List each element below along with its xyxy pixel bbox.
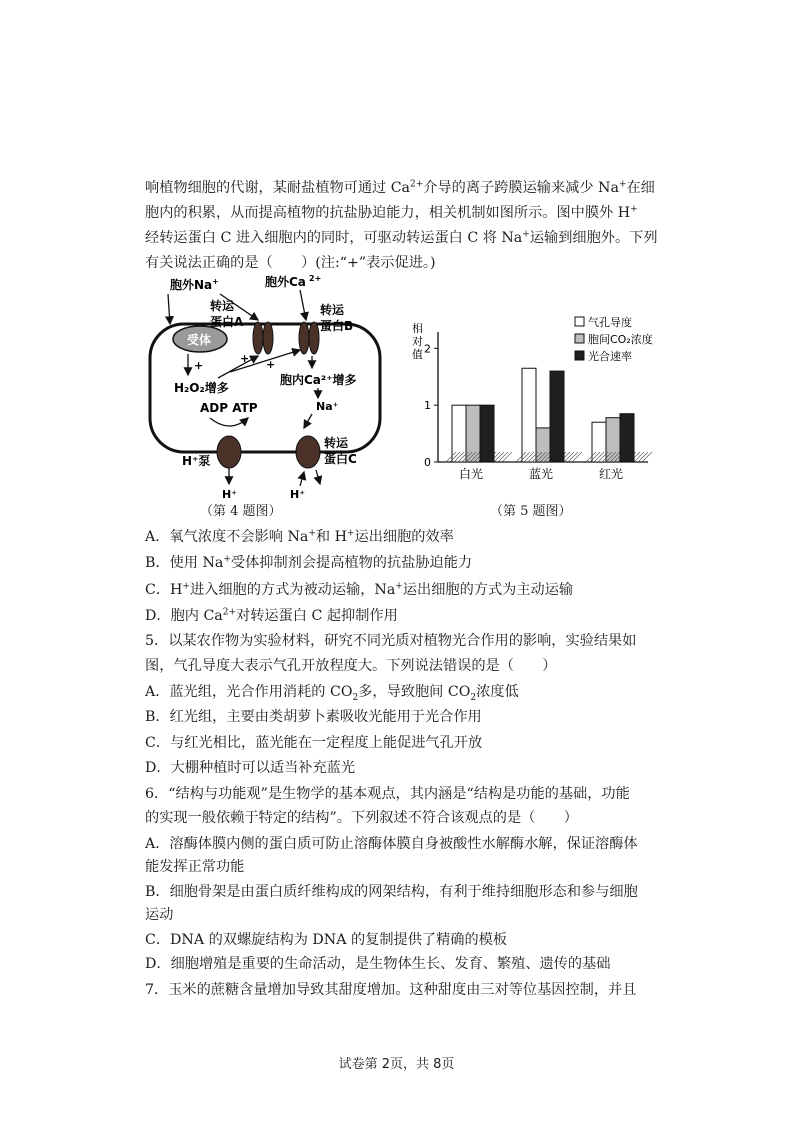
transporter-a-right	[263, 322, 273, 354]
transporter-a-label-1: 转运	[210, 299, 235, 313]
q6-option-b-1: B．细胞骨架是由蛋白质纤维构成的网架结构，有利于维持细胞形态和参与细胞	[145, 884, 638, 900]
y-tick-label: 0	[424, 456, 431, 469]
q6-option-a-2: 能发挥正常功能	[145, 859, 245, 875]
q4-option-b: B．使用 Na+受体抑制剂会提高植物的抗盐胁迫能力	[145, 554, 473, 571]
bar-hatch	[498, 452, 508, 462]
q6-option-a-1: A．溶酶体膜内侧的蛋白质可防止溶酶体膜自身被酸性水解酶水解，保证溶酶体	[145, 836, 638, 852]
legend-label: 胞间CO₂浓度	[588, 333, 653, 346]
transporter-b-label-2: 蛋白B	[320, 319, 354, 333]
q7-stem-1: 7．玉米的蔗糖含量增加导致其甜度增加。这种甜度由三对等位基因控制，并且	[145, 982, 637, 998]
transporter-b-right	[309, 322, 319, 354]
x-tick-label: 红光	[599, 467, 624, 481]
svg-text:2+: 2+	[309, 274, 322, 283]
q4-option-a: A．氧气浓度不会影响 Na+和 H+运出细胞的效率	[145, 528, 454, 545]
intro-line-4: 有关说法正确的是（ ）(注:“+”表示促进。)	[145, 255, 436, 271]
legend-swatch	[575, 334, 584, 343]
bar-hatch	[634, 452, 644, 462]
svg-text:受体: 受体	[187, 333, 212, 347]
legend-label: 气孔导度	[588, 316, 632, 329]
bar	[550, 371, 564, 462]
q4-option-c: C．H+进入细胞的方式为被动运输，Na+运出细胞的方式为主动运输	[145, 581, 574, 598]
adp-atp-label: ADP ATP	[200, 401, 258, 415]
y-axis-label-3: 值	[412, 348, 423, 361]
h-pump-label: H⁺泵	[182, 454, 211, 468]
q4-option-d: D．胞内 $Ca^{2+}$对转运蛋白 C 起抑制作用	[145, 607, 398, 624]
na-in-label: Na⁺	[316, 400, 339, 413]
q5-option-b: B．红光组，主要由类胡萝卜素吸收光能用于光合作用	[145, 709, 482, 725]
bar	[522, 368, 536, 462]
x-tick-label: 蓝光	[529, 467, 554, 481]
q5-stem-2: 图，气孔导度大表示气孔开放程度大。下列说法错误的是（ ）	[145, 658, 557, 674]
bar-hatch	[568, 452, 578, 462]
y-tick-label: 1	[424, 399, 431, 413]
bar	[536, 428, 550, 462]
transporter-c	[296, 436, 320, 468]
h2o2-label: H₂O₂增多	[174, 381, 229, 395]
intro-line-1: 响植物细胞的代谢，某耐盐植物可通过 $Ca^{2+}$介导的离子跨膜运输来减少 Na+在细	[145, 179, 655, 196]
transporter-a-label-2: 蛋白A	[210, 315, 244, 329]
q5-option-a: A．蓝光组，光合作用消耗的 $CO_2$多，导致胞间 $CO_2$浓度低	[145, 684, 519, 703]
transporter-c-label-2: 蛋白C	[324, 452, 357, 466]
h-out-label-2: H⁺	[290, 488, 306, 501]
y-axis-label-2: 对	[412, 335, 423, 348]
q6-option-d: D．细胞增殖是重要的生命活动，是生物体生长、发育、繁殖、遗传的基础	[145, 956, 611, 972]
transporter-b-label-1: 转运	[320, 303, 345, 317]
bar	[466, 405, 480, 462]
figure-4-diagram	[140, 272, 400, 502]
svg-text:+: +	[212, 277, 219, 286]
intro-line-3: 经转运蛋白 C 进入细胞内的同时，可驱动转运蛋白 C 将 Na+运输到细胞外。下列	[145, 229, 658, 246]
bar	[480, 405, 494, 462]
bar-hatch	[572, 452, 582, 462]
intro-line-2: 胞内的积累，从而提高植物的抗盐胁迫能力，相关机制如图所示。图中膜外 H+	[145, 204, 638, 221]
bar-hatch	[638, 452, 648, 462]
h-out-label-1: H⁺	[222, 488, 238, 501]
q6-stem-1: 6．“结构与功能观”是生物学的基本观点，其内涵是“结构是功能的基础，功能	[145, 786, 630, 802]
ca-in-label: 胞内Ca²⁺增多	[280, 373, 357, 387]
svg-text:+: +	[194, 359, 204, 372]
svg-text:+: +	[240, 352, 250, 365]
figure-5-caption: （第 5 题图）	[490, 504, 572, 519]
q5-option-c: C．与红光相比，蓝光能在一定程度上能促进气孔开放	[145, 735, 483, 751]
x-tick-label: 白光	[459, 467, 484, 481]
q6-option-b-2: 运动	[145, 907, 174, 923]
legend-swatch	[575, 351, 584, 360]
q5-option-d: D．大棚种植时可以适当补充蓝光	[145, 760, 356, 776]
legend-label: 光合速率	[588, 350, 632, 363]
ca-out-label: 胞外Ca	[265, 275, 306, 289]
transporter-a-left	[253, 322, 263, 354]
q6-stem-2: 的实现一般依赖于特定的结构”。下列叙述不符合该观点的是（ ）	[145, 810, 578, 826]
transporter-c-label-1: 转运	[324, 436, 349, 450]
q5-stem-1: 5．以某农作物为实验材料，研究不同光质对植物光合作用的影响，实验结果如	[145, 633, 637, 649]
bar	[620, 414, 634, 462]
bar-hatch	[642, 452, 652, 462]
transporter-b-left	[299, 322, 309, 354]
h-pump	[217, 436, 241, 468]
bar-hatch	[494, 452, 504, 462]
legend-swatch	[575, 317, 584, 326]
na-out-label: 胞外Na	[170, 278, 213, 292]
figure-4-caption: （第 4 题图）	[200, 504, 282, 519]
bar-hatch	[564, 452, 574, 462]
y-tick-label: 2	[424, 342, 431, 356]
bar-hatch	[502, 452, 512, 462]
page-footer: 试卷第 2页，共 8页	[338, 1057, 455, 1072]
figure-5-chart	[400, 312, 675, 492]
svg-text:+: +	[266, 358, 276, 371]
y-axis-label-1: 相	[412, 322, 423, 335]
q6-option-c: C．DNA 的双螺旋结构为 DNA 的复制提供了精确的模板	[145, 932, 508, 948]
